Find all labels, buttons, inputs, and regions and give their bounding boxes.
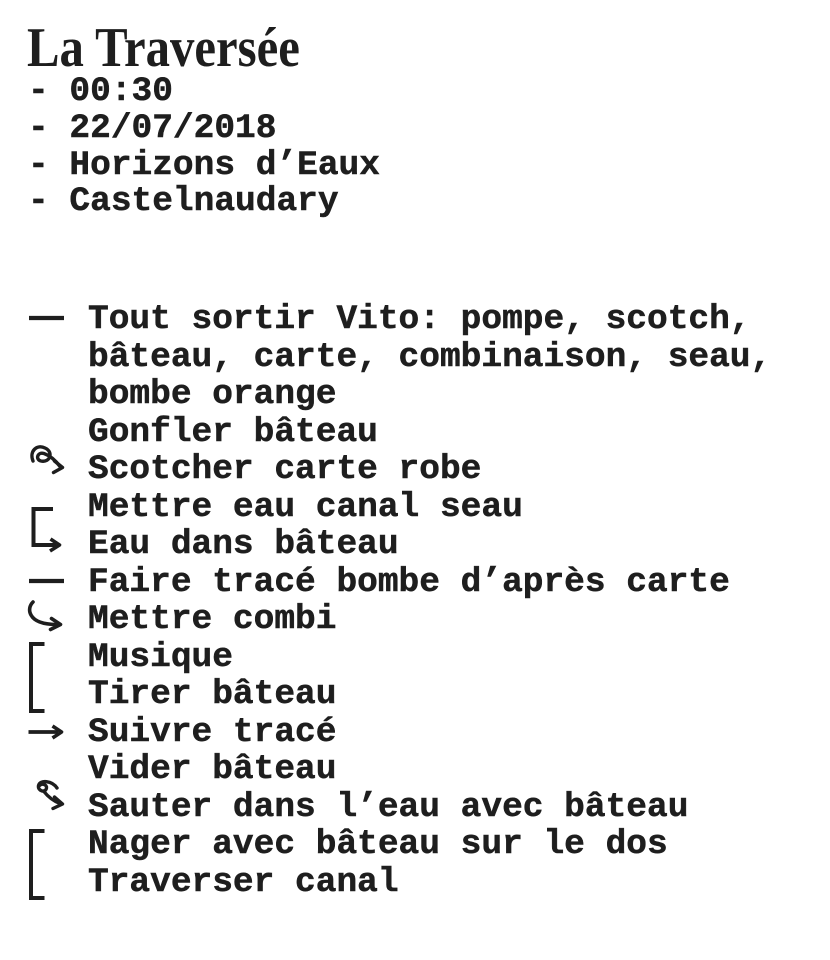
dash-icon (28, 576, 66, 586)
step-text: Musique (88, 637, 233, 677)
elbow-arrow-icon (30, 507, 66, 555)
step-text: Mettre combi (88, 600, 337, 640)
step-row (28, 864, 808, 902)
step-row (28, 826, 808, 864)
step-row (28, 751, 808, 789)
meta-item (28, 74, 380, 111)
step-text: Faire tracé bombe d’après carte (88, 562, 730, 602)
step-text: Suivre tracé (88, 712, 337, 752)
meta-item-text: - Horizons d’Eaux (28, 145, 380, 185)
step-row (28, 339, 808, 377)
step-text: bombe orange (88, 375, 337, 415)
arrow-right-icon (28, 724, 68, 742)
step-row (28, 301, 808, 339)
dash-icon (28, 313, 66, 323)
page-title: La Traversée (27, 17, 300, 79)
step-text: bâteau, carte, combinaison, seau, (88, 337, 772, 377)
step-row (28, 564, 808, 602)
meta-item-text: - 00:30 (28, 72, 173, 111)
step-text: Tirer bâteau (88, 675, 337, 715)
loop-arrow-icon (28, 442, 70, 484)
meta-item (28, 145, 380, 185)
step-text: Scotcher carte robe (88, 450, 482, 490)
step-row (28, 526, 808, 564)
curve-arrow-icon (28, 601, 70, 633)
step-row (28, 601, 808, 639)
step-row (28, 451, 808, 489)
meta-item-text: - 22/07/2018 (28, 108, 277, 148)
step-row (28, 789, 808, 827)
step-text: Mettre eau canal seau (88, 487, 523, 527)
step-text: Sauter dans l’eau avec bâteau (88, 787, 689, 827)
bracket-icon (28, 642, 50, 718)
step-text: Nager avec bâteau sur le dos (88, 825, 668, 865)
steps-list (28, 301, 808, 901)
step-row (28, 414, 808, 452)
swoosh-arrow-icon (28, 779, 70, 821)
step-text: Traverser canal (88, 862, 399, 902)
step-row (28, 639, 808, 677)
step-text: Eau dans bâteau (88, 525, 399, 565)
step-row (28, 714, 808, 752)
meta-item-text: - Castelnaudary (28, 182, 339, 222)
meta-item (28, 184, 380, 221)
bracket-icon (28, 829, 50, 905)
meta-list (28, 74, 380, 221)
step-text: Vider bâteau (88, 750, 337, 790)
meta-item (28, 108, 380, 148)
step-text: Tout sortir Vito: pompe, scotch, (88, 300, 751, 340)
step-row (28, 489, 808, 527)
step-text: Gonfler bâteau (88, 412, 378, 452)
step-row (28, 676, 808, 714)
step-row (28, 376, 808, 414)
